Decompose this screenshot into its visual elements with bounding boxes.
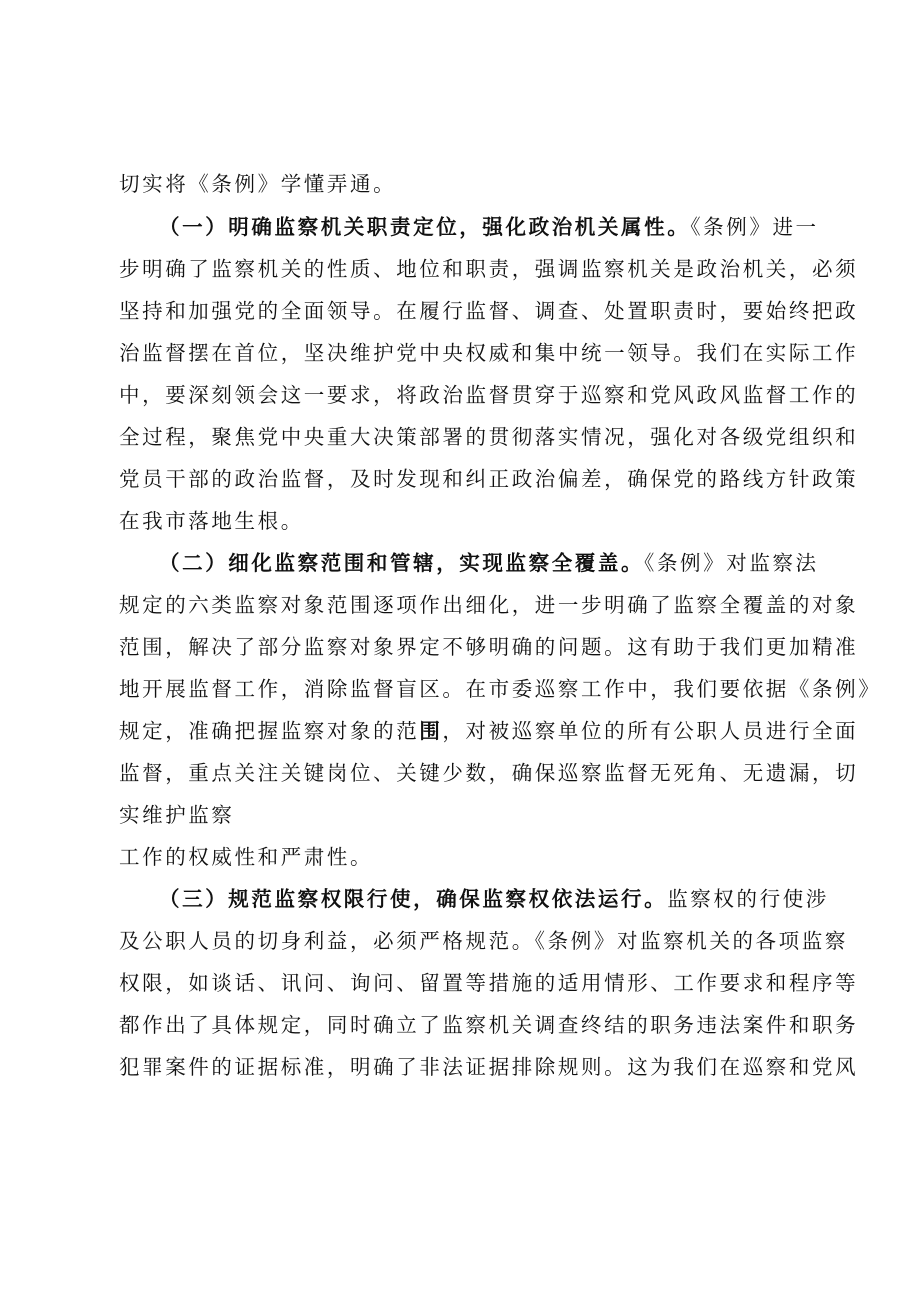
text-line bbox=[119, 507, 304, 535]
text-line bbox=[119, 255, 858, 283]
text-line bbox=[119, 339, 858, 367]
text-line bbox=[119, 759, 858, 787]
text-run: 在我市落地生根。 bbox=[119, 509, 304, 533]
text-run: 权限，如谈话、讯问、询问、留置等措施的适用情形、工作要求和程序等 bbox=[119, 971, 859, 995]
text-run: 《条例》进一 bbox=[690, 215, 819, 239]
text-run: 中，要深刻领会这一要求，将政治监督贯穿于巡察和党风政风监督工作的 bbox=[119, 383, 859, 407]
text-run: 及公职人员的切身利益，必须严格规范。《条例》对监察机关的各项监察 bbox=[119, 929, 848, 953]
text-run: 犯罪案件的证据标准，明确了非法证据排除规则。这为我们在巡察和党风 bbox=[119, 1055, 859, 1079]
text-run: 规定，准确把握监察对象的范 bbox=[119, 719, 420, 743]
text-line bbox=[119, 170, 396, 198]
section-heading-3: （三）规范监察权限行使，确保监察权依法运行。 bbox=[159, 887, 668, 911]
section-heading-line bbox=[159, 549, 819, 577]
text-line bbox=[119, 717, 858, 745]
text-line bbox=[119, 591, 858, 619]
text-run: 党员干部的政治监督，及时发现和纠正政治偏差，确保党的路线方针政策 bbox=[119, 467, 859, 491]
text-line bbox=[119, 1053, 858, 1081]
section-heading-line bbox=[159, 213, 819, 241]
text-run: 规定的六类监察对象范围逐项作出细化，进一步明确了监察全覆盖的对象 bbox=[119, 593, 859, 617]
section-heading-1: （一）明确监察机关职责定位，强化政治机关属性。 bbox=[159, 215, 691, 239]
text-run: 实维护监察 bbox=[119, 803, 235, 827]
text-line bbox=[119, 927, 848, 955]
text-run-bold: 围 bbox=[419, 719, 443, 743]
text-run: 地开展监督工作，消除监督盲区。在市委巡察工作中，我们要依据《条例》 bbox=[119, 677, 882, 701]
text-line bbox=[119, 843, 373, 871]
text-run: 监察权的行使涉 bbox=[667, 887, 829, 911]
text-run: 范围，解决了部分监察对象界定不够明确的问题。这有助于我们更加精准 bbox=[119, 635, 859, 659]
section-heading-2: （二）细化监察范围和管辖，实现监察全覆盖。 bbox=[159, 551, 645, 575]
section-heading-line bbox=[159, 885, 829, 913]
text-run: 监督，重点关注关键岗位、关键少数，确保巡察监督无死角、无遗漏，切 bbox=[119, 761, 859, 785]
text-run: 工作的权威性和严肃性。 bbox=[119, 845, 374, 869]
text-run: 坚持和加强党的全面领导。在履行监督、调查、处置职责时，要始终把政 bbox=[119, 299, 859, 323]
text-run: 步明确了监察机关的性质、地位和职责，强调监察机关是政治机关，必须 bbox=[119, 257, 859, 281]
text-line bbox=[119, 969, 858, 997]
text-run: 全过程，聚焦党中央重大决策部署的贯彻落实情况，强化对各级党组织和 bbox=[119, 425, 859, 449]
text-line bbox=[119, 297, 858, 325]
text-line bbox=[119, 675, 881, 703]
text-run: 《条例》对监察法 bbox=[644, 551, 819, 575]
text-run: ，对被巡察单位的所有公职人员进行全面 bbox=[442, 719, 859, 743]
text-line bbox=[119, 1011, 858, 1039]
text-line bbox=[119, 633, 858, 661]
text-line bbox=[119, 423, 858, 451]
text-run: 治监督摆在首位，坚决维护党中央权威和集中统一领导。我们在实际工作 bbox=[119, 341, 859, 365]
text-line bbox=[119, 381, 858, 409]
text-line bbox=[119, 465, 858, 493]
text-run: 切实将《条例》学懂弄通。 bbox=[119, 172, 397, 197]
text-run: 都作出了具体规定，同时确立了监察机关调查终结的职务违法案件和职务 bbox=[119, 1013, 859, 1037]
text-line bbox=[119, 801, 235, 829]
